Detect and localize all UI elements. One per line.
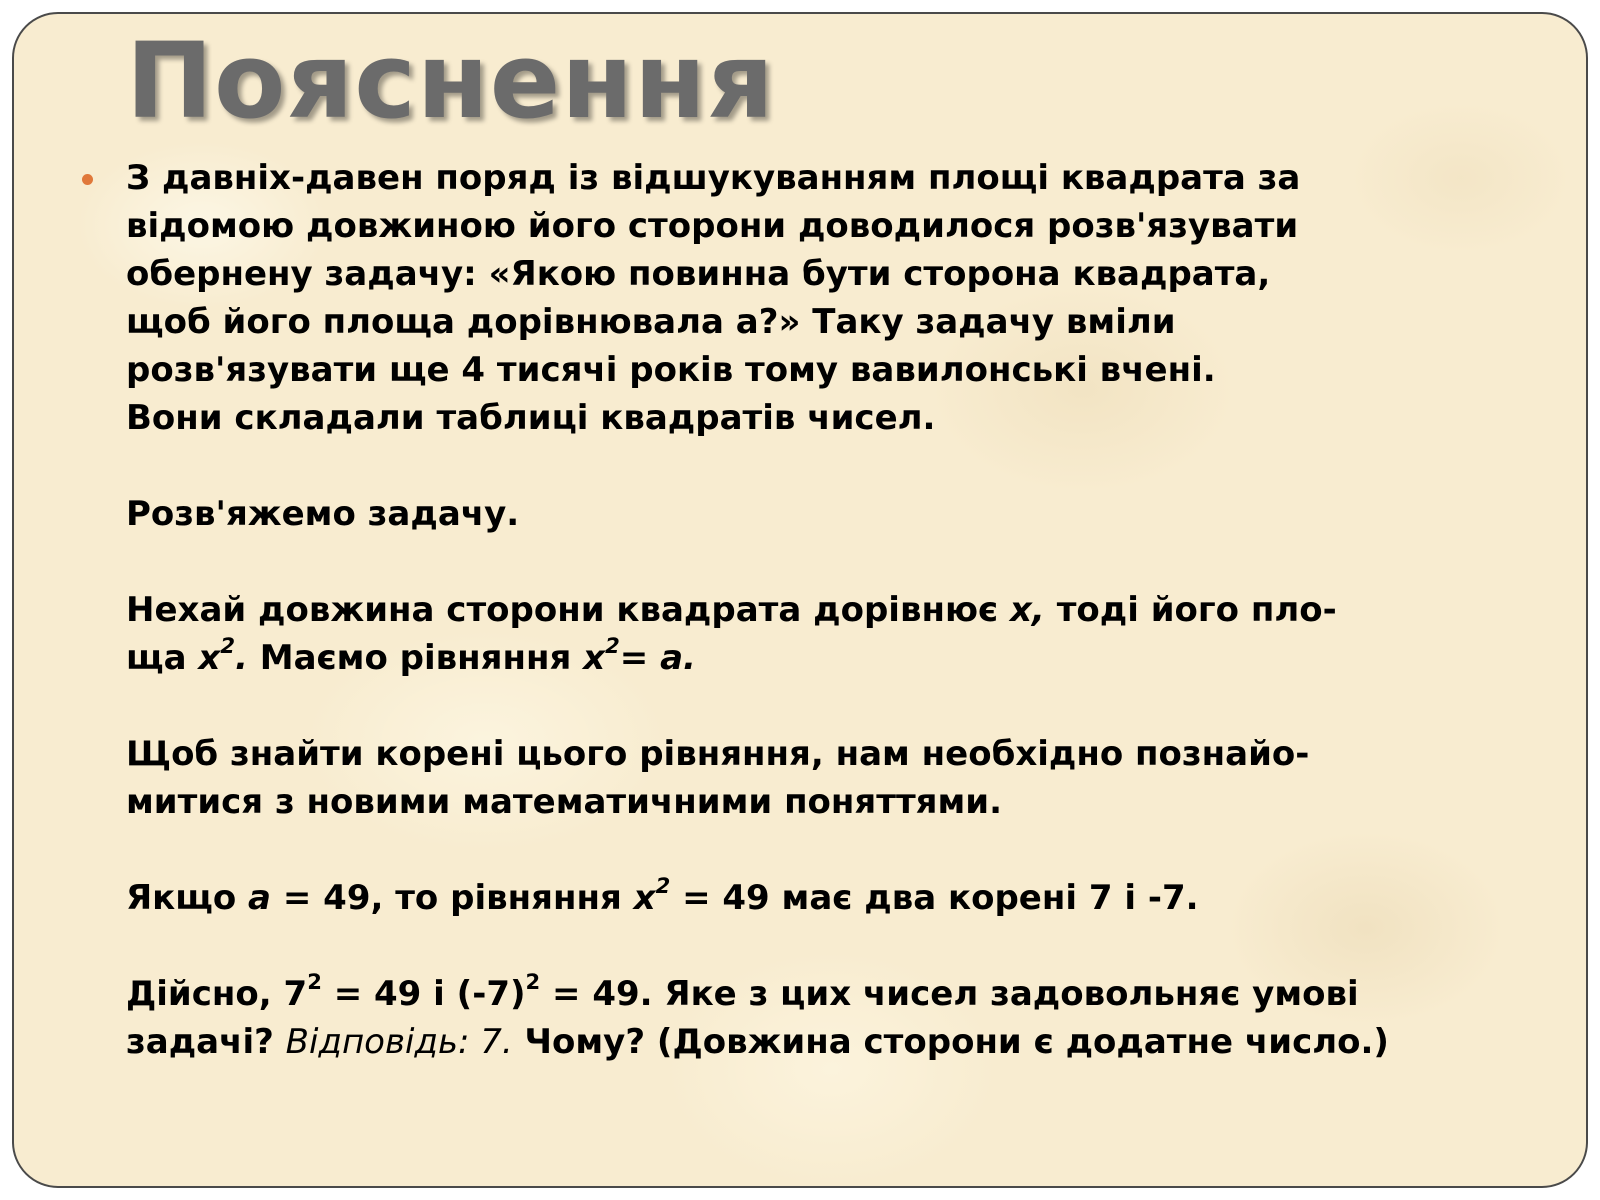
bullet-dot-icon (82, 174, 93, 185)
equation-text-2: тоді його пло- (1044, 590, 1337, 630)
body-text (126, 154, 1542, 1066)
equation-var-x3: x (583, 638, 606, 678)
equation-text-3: ща (126, 638, 199, 678)
answer-sup-2: 2 (525, 969, 541, 995)
paragraph-equation (126, 586, 1376, 682)
example-var-x: x (633, 878, 656, 918)
slide-content (82, 154, 1542, 1066)
example-text-2: = 49, то рівняння (271, 878, 634, 918)
paragraph-roots: Щоб знайти корені цього рівняння, нам необхідно познайо-митися з новими математичними поняттями. (126, 734, 1310, 822)
equation-var-x2: x (198, 638, 221, 678)
example-text-3: = 49 має два корені 7 і -7. (670, 878, 1199, 918)
answer-highlight: Відповідь: 7. (285, 1022, 513, 1062)
paragraph-history: З давніх-давен поряд із відшукуванням площі квадрата за відомою довжиною його сторони доводилося розв'язувати обернену задачу: «Якою повинна бути сторона квадрата, щоб його площа дорівнювала а?» Таку задачу вміли розв'язувати ще 4 тисячі років тому вавилонські вчені. Вони складали таблиці квадратів чисел. (126, 158, 1301, 438)
answer-text-4: Чому? (Довжина сторони є додатне число.) (512, 1022, 1389, 1062)
answer-text-3: = 49. Яке з цих чисел задовольняє умові задачі? (126, 974, 1359, 1062)
slide-title: Пояснення (126, 20, 775, 142)
paragraph-example (126, 874, 1542, 922)
example-var-a: a (248, 878, 271, 918)
example-sup: 2 (655, 873, 671, 899)
equation-rhs: = a. (619, 638, 696, 678)
answer-sup-1: 2 (307, 969, 322, 995)
slide (12, 12, 1588, 1188)
equation-sup-1: 2 (220, 633, 235, 659)
equation-dot: . (234, 638, 248, 678)
equation-var-x: x, (1010, 590, 1045, 630)
equation-text-1: Нехай довжина сторони квадрата дорівнює (126, 590, 1010, 630)
example-text-1: Якщо (126, 878, 249, 918)
equation-sup-2: 2 (605, 633, 620, 659)
answer-text-1: Дійсно, 7 (126, 974, 308, 1014)
paragraph-solve: Розв'яжемо задачу. (126, 494, 520, 534)
equation-text-4: Маємо рівняння (247, 638, 584, 678)
paragraph-answer (126, 970, 1406, 1066)
answer-text-2: = 49 і (-7) (321, 974, 526, 1014)
